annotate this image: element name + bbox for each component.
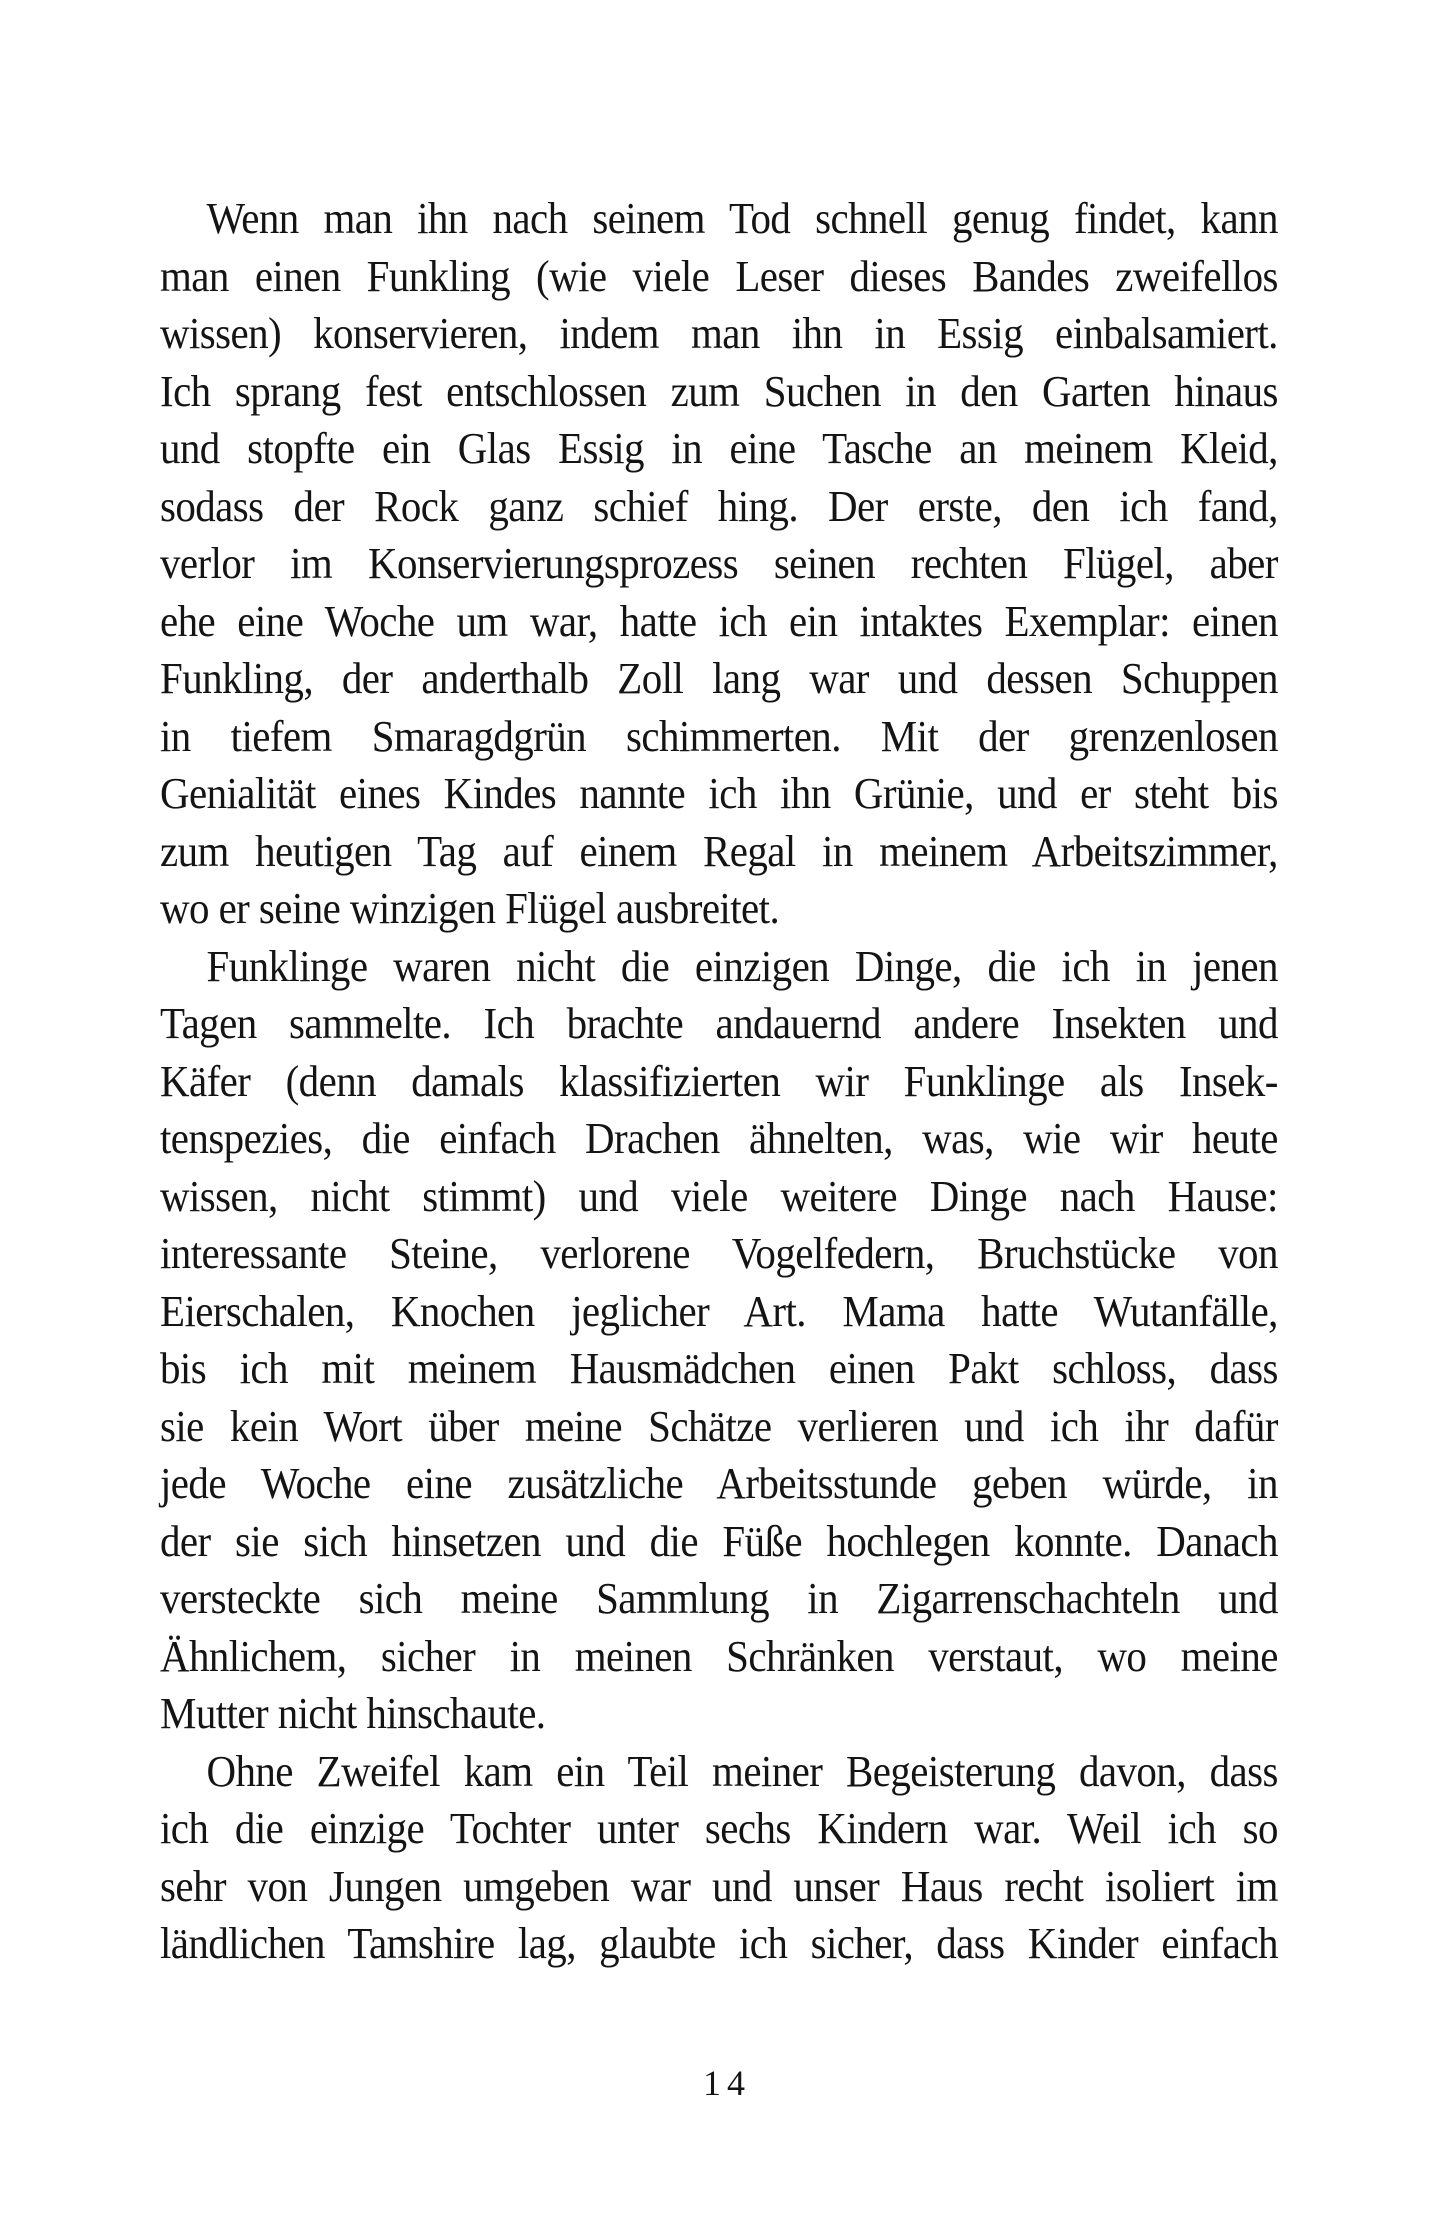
text-line: Eierschalen, Knochen jeglicher Art. Mama hatte Wutanfälle, <box>160 1286 1278 1336</box>
text-line: zum heutigen Tag auf einem Regal in meinem Arbeitszimmer, <box>160 826 1278 876</box>
text-line: wissen, nicht stimmt) und viele weitere Dinge nach Hause: <box>160 1171 1278 1221</box>
text-line: sodass der Rock ganz schief hing. Der erste, den ich fand, <box>160 481 1278 531</box>
text-line: ich die einzige Tochter unter sechs Kindern war. Weil ich so <box>160 1804 1278 1853</box>
text-line: tenspezies, die einfach Drachen ähnelten, was, wie wir heute <box>160 1114 1278 1163</box>
text-line: jede Woche eine zusätzliche Arbeitsstunde geben würde, in <box>160 1459 1278 1508</box>
text-line: Funkling, der anderthalb Zoll lang war und dessen Schuppen <box>160 654 1278 703</box>
text-line: Funklinge waren nicht die einzigen Dinge, die ich in jenen <box>206 941 1278 991</box>
text-line: in tiefem Smaragdgrün schimmerten. Mit der grenzenlosen <box>160 711 1278 761</box>
text-line: interessante Steine, verlorene Vogelfedern, Bruchstücke von <box>160 1229 1278 1278</box>
text-line: Wenn man ihn nach seinem Tod schnell genug findet, kann <box>206 194 1278 243</box>
paragraph-2 <box>160 938 1278 1743</box>
text-line: man einen Funkling (wie viele Leser dieses Bandes zweifellos <box>160 251 1278 301</box>
text-line: wissen) konservieren, indem man ihn in Essig einbalsamiert. <box>160 309 1278 358</box>
text-line: der sie sich hinsetzen und die Füße hochlegen konnte. Danach <box>160 1516 1278 1566</box>
text-line: ehe eine Woche um war, hatte ich ein intaktes Exemplar: einen <box>160 596 1278 646</box>
text-line: verlor im Konservierungsprozess seinen rechten Flügel, aber <box>160 539 1278 588</box>
body-text <box>160 190 1278 1973</box>
text-line: Ich sprang fest entschlossen zum Suchen in den Garten hinaus <box>160 366 1278 416</box>
text-line: sie kein Wort über meine Schätze verlieren und ich ihr dafür <box>160 1401 1278 1451</box>
text-line: Tagen sammelte. Ich brachte andauernd andere Insekten und <box>160 999 1278 1048</box>
text-line: Genialität eines Kindes nannte ich ihn Grünie, und er steht bis <box>160 769 1278 818</box>
text-line: bis ich mit meinem Hausmädchen einen Pakt schloss, dass <box>160 1344 1278 1393</box>
text-line: ländlichen Tamshire lag, glaubte ich sicher, dass Kinder einfach <box>160 1919 1278 1968</box>
text-line: Ähnlichem, sicher in meinen Schränken verstaut, wo meine <box>160 1631 1278 1681</box>
text-line: versteckte sich meine Sammlung in Zigarrenschachteln und <box>160 1574 1278 1623</box>
paragraph-3 <box>160 1743 1278 1973</box>
text-line: und stopfte ein Glas Essig in eine Tasche an meinem Kleid, <box>160 424 1278 473</box>
text-line: Ohne Zweifel kam ein Teil meiner Begeisterung davon, dass <box>206 1746 1278 1796</box>
text-line: Käfer (denn damals klassifizierten wir Funklinge als Insek- <box>160 1056 1278 1106</box>
text-line: Mutter nicht hinschaute. <box>160 1689 546 1738</box>
paragraph-1 <box>160 190 1278 938</box>
page-number: 14 <box>703 2063 751 2103</box>
text-line: sehr von Jungen umgeben war und unser Haus recht isoliert im <box>160 1861 1278 1911</box>
text-line: wo er seine winzigen Flügel ausbreitet. <box>160 884 780 933</box>
